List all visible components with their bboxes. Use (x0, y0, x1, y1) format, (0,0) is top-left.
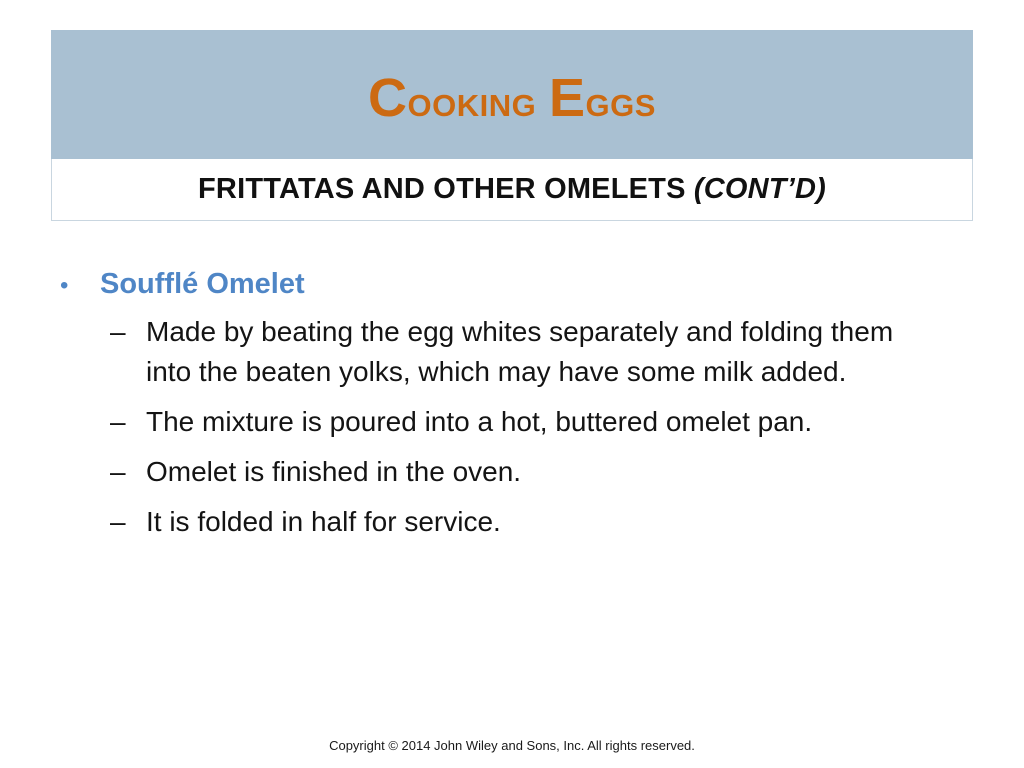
subtitle-main: FRITTATAS AND OTHER OMELETS (198, 173, 686, 205)
sub-bullet-text: Made by beating the egg whites separately and folding them into the beaten yolks, which may have some milk added. (146, 316, 894, 387)
dash-marker: – (110, 406, 126, 437)
sub-bullet-item (110, 312, 980, 392)
slide-subtitle (198, 173, 826, 206)
sub-bullet-list (110, 312, 980, 542)
title-initial-2: E (549, 67, 586, 128)
dash-marker: – (110, 316, 126, 347)
sub-bullet-item (110, 502, 980, 542)
title-initial-1: C (368, 67, 408, 128)
copyright-footer: Copyright © 2014 John Wiley and Sons, Inc. All rights reserved. (329, 738, 695, 753)
title-word-1-rest: ooking (407, 76, 537, 126)
sub-bullet-item (110, 402, 980, 442)
sub-bullet-text: The mixture is poured into a hot, buttered omelet pan. (146, 406, 813, 437)
title-band (51, 30, 973, 159)
bullet-item (60, 262, 980, 308)
subtitle-contd: (CONT’D) (693, 173, 826, 205)
slide-title (368, 65, 656, 128)
title-word-2-rest: ggs (585, 76, 656, 126)
sub-bullet-text: It is folded in half for service. (146, 506, 501, 537)
bullet-heading: Soufflé Omelet (100, 268, 305, 300)
dash-marker: – (110, 456, 126, 487)
sub-bullet-text: Omelet is finished in the oven. (146, 456, 522, 487)
sub-bullet-item (110, 452, 980, 492)
slide-content (60, 262, 980, 552)
dash-marker: – (110, 506, 126, 537)
subtitle-box (51, 159, 973, 221)
bullet-marker: • (60, 272, 69, 299)
